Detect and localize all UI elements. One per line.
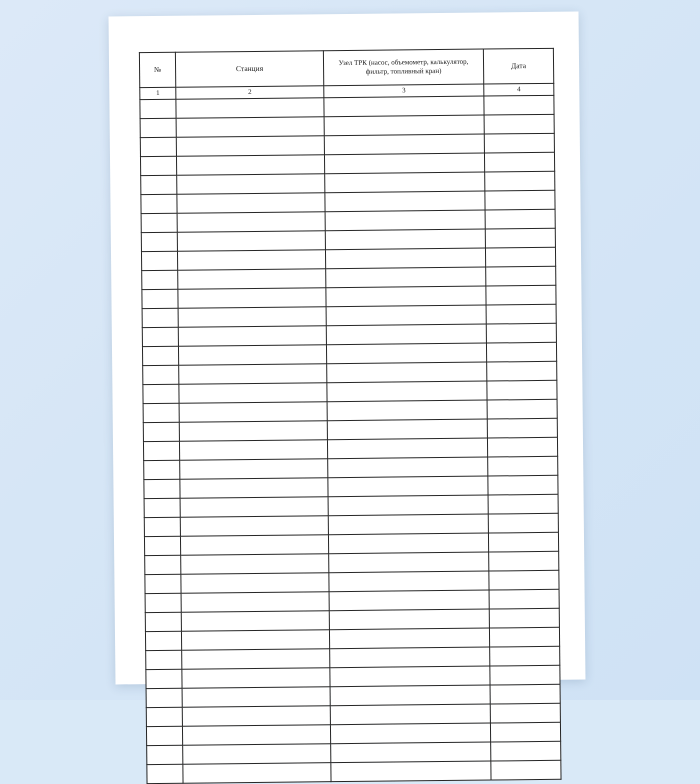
table-cell-empty [330,723,490,744]
table-cell-empty [141,251,177,270]
table-cell-empty [489,551,559,571]
table-cell-empty [143,403,179,422]
table-cell-empty [181,611,329,632]
column-header-number [139,52,175,87]
table-cell-empty [484,133,554,153]
table-cell-empty [485,228,555,248]
column-header-unit-label: Узел ТРК (насос, объемометр, калькулятор, фильтр, топливный кран) [338,57,469,76]
table-cell-empty [330,704,490,725]
column-header-station [175,51,323,88]
table-cell-empty [490,646,560,666]
table-cell-empty [181,630,329,651]
table-cell-empty [485,209,555,229]
table-cell-empty [488,494,558,514]
table-cell-empty [143,422,179,441]
table-cell-empty [183,744,331,765]
table-cell-empty [144,517,180,536]
table-cell-empty [330,647,490,668]
table-cell-empty [488,513,558,533]
column-number-1: 1 [140,87,176,99]
table-cell-empty [142,270,178,289]
table-cell-empty [143,365,179,384]
table-cell-empty [141,232,177,251]
table-cell-empty [146,726,182,745]
table-cell-empty [490,665,560,685]
table-cell-empty [325,229,485,250]
table-cell-empty [490,722,560,742]
table-cell-empty [324,115,484,136]
table-cell-empty [486,266,556,286]
table-cell-empty [177,231,325,252]
table-cell-empty [182,649,330,670]
table-cell-empty [491,741,561,761]
table-cell-empty [145,612,181,631]
table-cell-empty [179,402,327,423]
table-cell-empty [142,346,178,365]
table-cell-empty [327,400,487,421]
table-cell-empty [325,210,485,231]
table-cell-empty [484,95,554,115]
table-cell-empty [142,327,178,346]
table-cell-empty [324,134,484,155]
table-cell-empty [144,536,180,555]
table-cell-empty [487,380,557,400]
table-cell-empty [485,247,555,267]
table-cell-empty [179,421,327,442]
table-cell-empty [328,533,488,554]
table-cell-empty [331,742,491,763]
table-cell-empty [145,574,181,593]
column-header-date-label: Дата [511,61,527,71]
table-header-row [139,48,553,87]
table-cell-empty [179,440,327,461]
table-cell-empty [182,725,330,746]
table-cell-empty [143,384,179,403]
column-number-3: 3 [324,84,484,98]
table-cell-empty [326,286,486,307]
table-cell-empty [178,269,326,290]
table-cell-empty [140,137,176,156]
table-cell-empty [484,114,554,134]
table-cell-empty [487,418,557,438]
registry-table [139,48,562,784]
table-cell-empty [328,514,488,535]
table-cell-empty [491,760,561,780]
table-cell-empty [324,153,484,174]
table-cell-empty [327,381,487,402]
table-cell-empty [144,479,180,498]
table-cell-empty [490,703,560,723]
table-cell-empty [180,459,328,480]
table-cell-empty [488,532,558,552]
table-cell-empty [181,554,329,575]
table-cell-empty [179,364,327,385]
table-cell-empty [180,478,328,499]
table-cell-empty [329,552,489,573]
table-cell-empty [183,763,331,784]
table-cell-empty [330,685,490,706]
table-cell-empty [331,761,491,782]
table-cell-empty [146,669,182,688]
table-cell-empty [182,668,330,689]
table-cell-empty [146,688,182,707]
table-cell-empty [177,250,325,271]
table-cell-empty [330,666,490,687]
table-cell-empty [176,155,324,176]
table-cell-empty [178,307,326,328]
table-cell-empty [176,136,324,157]
table-cell-empty [484,152,554,172]
table-cell-empty [487,399,557,419]
table-cell-empty [140,99,176,118]
table-cell-empty [490,684,560,704]
table-cell-empty [329,609,489,630]
table-cell-empty [325,172,485,193]
table-cell-empty [177,193,325,214]
table-cell-empty [326,324,486,345]
table-cell-empty [180,535,328,556]
table-header [139,48,553,87]
table-cell-empty [324,96,484,117]
table-cell-empty [326,343,486,364]
table-cell-empty [489,627,559,647]
table-cell-empty [176,98,324,119]
table-cell-empty [145,555,181,574]
column-number-4: 4 [484,83,554,96]
table-cell-empty [486,304,556,324]
column-header-number-label: № [153,65,162,75]
table-cell-empty [178,326,326,347]
table-cell-empty [489,570,559,590]
table-cell-empty [180,497,328,518]
table-cell-empty [142,308,178,327]
table-cell-empty [327,419,487,440]
table-cell-empty [147,764,183,783]
table-cell-empty [489,608,559,628]
table-cell-empty [487,437,557,457]
table-cell-empty [141,213,177,232]
table-cell-empty [144,498,180,517]
table-cell-empty [176,117,324,138]
table-cell-empty [143,441,179,460]
table-cell-empty [486,285,556,305]
table-cell-empty [488,456,558,476]
table-cell-empty [182,706,330,727]
table-cell-empty [181,573,329,594]
table-row [147,760,561,783]
table-cell-empty [180,516,328,537]
table-cell-empty [329,590,489,611]
table-cell-empty [178,288,326,309]
table-cell-empty [141,194,177,213]
table-cell-empty [145,593,181,612]
table-cell-empty [327,362,487,383]
table-cell-empty [329,628,489,649]
table-cell-empty [146,650,182,669]
table-cell-empty [179,383,327,404]
table-cell-empty [486,342,556,362]
table-body [140,83,561,783]
table-cell-empty [485,190,555,210]
table-cell-empty [146,707,182,726]
table-cell-empty [327,438,487,459]
table-cell-empty [486,323,556,343]
table-cell-empty [328,457,488,478]
table-cell-empty [181,592,329,613]
table-cell-empty [328,476,488,497]
table-cell-empty [177,174,325,195]
column-number-2: 2 [176,86,324,100]
table-cell-empty [326,267,486,288]
table-cell-empty [488,475,558,495]
table-cell-empty [140,118,176,137]
table-cell-empty [178,345,326,366]
column-header-unit [323,49,483,86]
table-cell-empty [144,460,180,479]
table-cell-empty [141,175,177,194]
table-cell-empty [489,589,559,609]
table-cell-empty [182,687,330,708]
table-cell-empty [326,305,486,326]
document-paper [109,12,586,685]
table-cell-empty [177,212,325,233]
table-cell-empty [485,171,555,191]
table-cell-empty [487,361,557,381]
table-cell-empty [140,156,176,175]
column-header-station-label: Станция [235,64,264,74]
table-cell-empty [328,495,488,516]
table-cell-empty [142,289,178,308]
table-cell-empty [325,248,485,269]
document-content [139,48,561,784]
table-cell-empty [325,191,485,212]
column-header-date [483,48,553,84]
table-cell-empty [147,745,183,764]
table-cell-empty [145,631,181,650]
table-cell-empty [329,571,489,592]
